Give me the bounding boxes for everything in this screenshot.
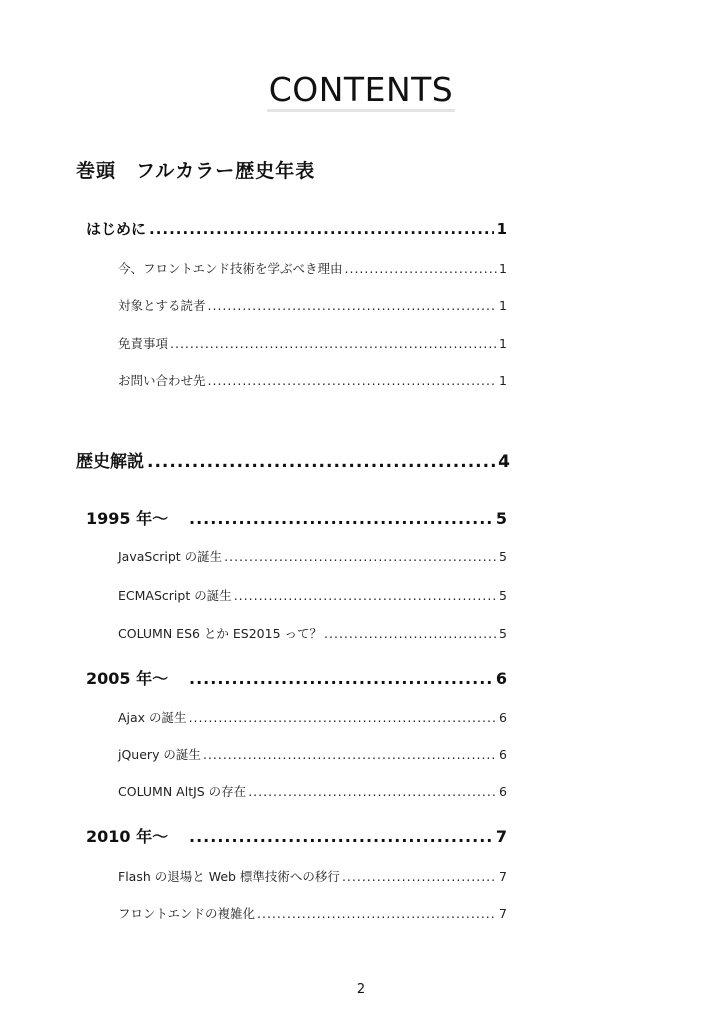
toc-label: COLUMN AltJS の存在 xyxy=(118,784,247,799)
toc-entry-period[interactable] xyxy=(86,506,507,529)
toc-label: JavaScript の誕生 xyxy=(118,549,223,564)
toc-entry[interactable] xyxy=(118,547,507,565)
leader-dots xyxy=(189,827,493,846)
leader-dots xyxy=(257,906,497,921)
toc-page: 5 xyxy=(499,588,507,603)
leader-dots xyxy=(345,261,498,276)
leader-dots xyxy=(189,509,493,528)
toc-label: jQuery の誕生 xyxy=(118,747,201,762)
toc-label: 2005 年～ xyxy=(86,669,169,688)
toc-label: はじめに xyxy=(86,220,147,238)
leader-dots xyxy=(189,669,493,688)
toc-page: 7 xyxy=(499,869,507,884)
toc-page: 6 xyxy=(499,710,507,725)
title-text: CONTENTS xyxy=(267,70,456,112)
leader-dots xyxy=(203,747,497,762)
toc-entry-period[interactable] xyxy=(86,666,507,689)
toc-page: 7 xyxy=(495,827,507,846)
toc-entry[interactable] xyxy=(118,371,507,389)
toc-entry[interactable] xyxy=(118,296,507,314)
leader-dots xyxy=(224,549,497,564)
page-number: 2 xyxy=(356,982,366,997)
leader-dots xyxy=(208,298,498,313)
toc-label: フロントエンドの複雑化 xyxy=(118,906,256,921)
toc-label: 1995 年～ xyxy=(86,509,169,528)
toc-page: 1 xyxy=(499,261,507,276)
leader-dots xyxy=(324,626,497,641)
leader-dots xyxy=(189,710,497,725)
toc-page: 6 xyxy=(495,669,507,688)
toc-entry[interactable] xyxy=(118,745,507,763)
toc-entry[interactable] xyxy=(118,904,507,922)
toc-label: 対象とする読者 xyxy=(118,298,206,313)
leader-dots xyxy=(147,452,495,472)
leader-dots xyxy=(234,588,497,603)
toc-page: 5 xyxy=(499,626,507,641)
toc-label: 免責事項 xyxy=(118,336,169,351)
toc-page: 1 xyxy=(499,373,507,388)
toc-entry-intro[interactable] xyxy=(86,218,507,239)
toc-page: 1 xyxy=(499,298,507,313)
toc-page: 1 xyxy=(499,336,507,351)
toc-page: 5 xyxy=(495,509,507,528)
toc-entry[interactable] xyxy=(118,334,507,352)
leader-dots xyxy=(149,220,494,238)
toc-entry[interactable] xyxy=(118,708,507,726)
page-title xyxy=(0,70,722,109)
toc-entry[interactable] xyxy=(118,867,507,885)
toc-label: COLUMN ES6 とか ES2015 って？ xyxy=(118,626,323,641)
toc-page: 4 xyxy=(498,452,510,472)
toc-page: 5 xyxy=(499,549,507,564)
toc-label: Flash の退場と Web 標準技術への移行 xyxy=(118,869,340,884)
toc-label: Ajax の誕生 xyxy=(118,710,187,725)
toc-entry-history[interactable] xyxy=(76,447,510,472)
toc-entry-period[interactable] xyxy=(86,824,507,847)
toc-label: 今、フロントエンド技術を学ぶべき理由 xyxy=(118,261,343,276)
leader-dots xyxy=(248,784,497,799)
toc-entry[interactable] xyxy=(118,624,507,642)
toc-entry[interactable] xyxy=(118,586,507,604)
leader-dots xyxy=(342,869,497,884)
toc-page: 6 xyxy=(499,784,507,799)
leader-dots xyxy=(170,336,497,351)
toc-label: お問い合わせ先 xyxy=(118,373,206,388)
toc-page: 7 xyxy=(499,906,507,921)
toc-page: 6 xyxy=(499,747,507,762)
front-section-heading: 巻頭 フルカラー歴史年表 xyxy=(76,160,316,182)
toc-label: 2010 年～ xyxy=(86,827,169,846)
toc-entry[interactable] xyxy=(118,259,507,277)
toc-page: 1 xyxy=(496,220,507,238)
toc-label: 歴史解説 xyxy=(76,452,144,472)
toc-entry[interactable] xyxy=(118,782,507,800)
toc-label: ECMAScript の誕生 xyxy=(118,588,232,603)
leader-dots xyxy=(208,373,498,388)
